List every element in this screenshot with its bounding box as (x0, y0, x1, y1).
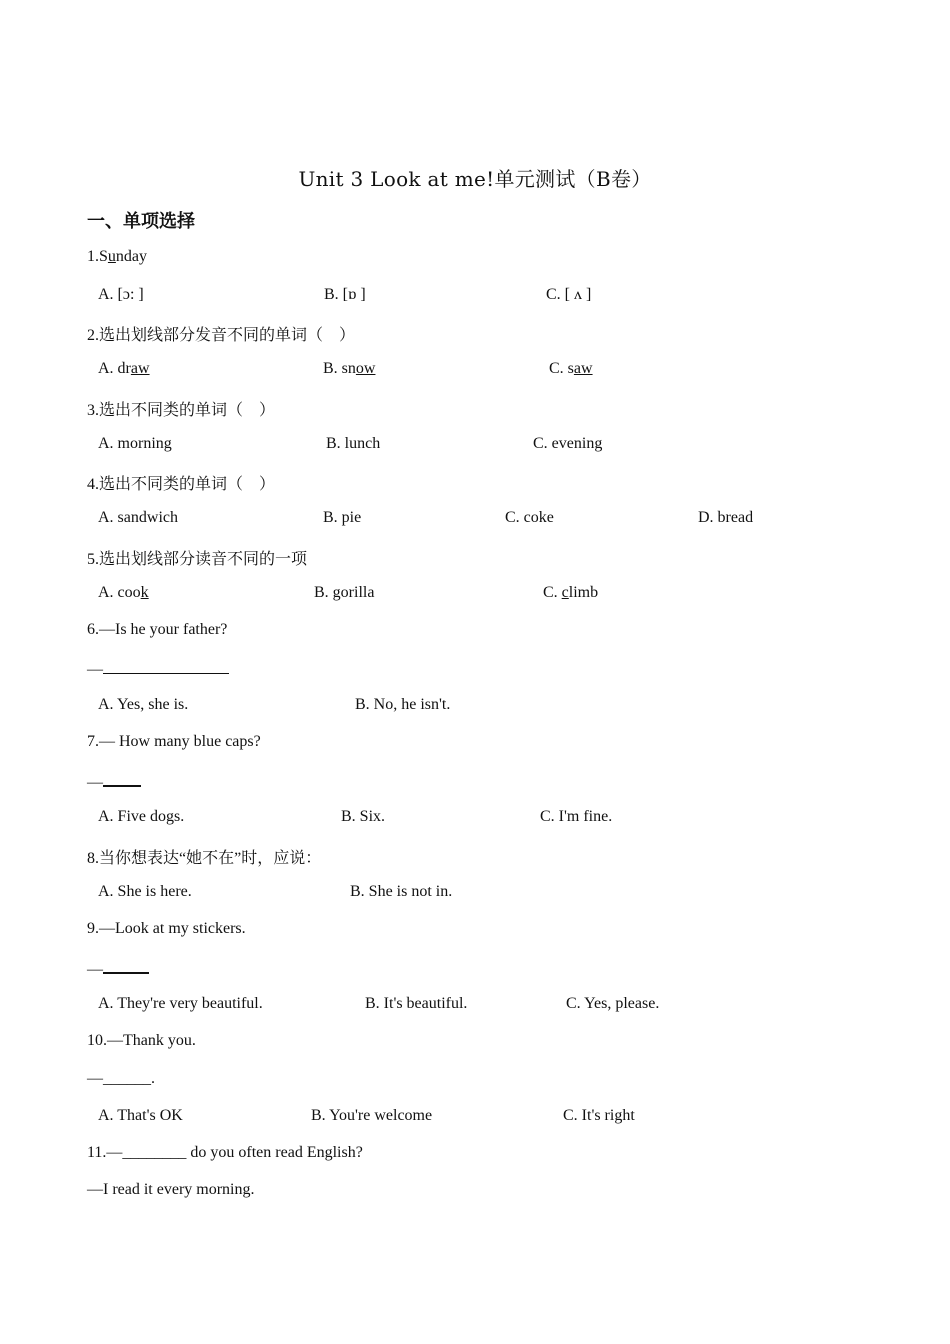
q9-option-a: A. They're very beautiful. (98, 995, 263, 1012)
question-9-stem: 9.—Look at my stickers. (87, 920, 246, 937)
question-6-stem: 6.—Is he your father? (87, 621, 228, 638)
q9-option-b: B. It's beautiful. (365, 995, 468, 1012)
q7-option-a: A. Five dogs. (98, 808, 185, 825)
q2-option-b: B. snow (323, 360, 376, 377)
q10-option-a: A. That's OK (98, 1107, 183, 1124)
q9-answer-line: — (87, 958, 149, 979)
question-3-stem: 3.选出不同类的单词（ ） (87, 402, 276, 419)
q1-option-b: B. [ɒ ] (324, 286, 366, 303)
question-7-stem: 7.— How many blue caps? (87, 733, 261, 750)
q3-option-b: B. lunch (326, 435, 381, 452)
question-8-stem: 8.当你想表达“她不在”时，应说： (87, 850, 322, 867)
q4-option-d: D. bread (698, 509, 754, 526)
q7-option-c: C. I'm fine. (540, 808, 613, 825)
q2-option-a: A. draw (98, 360, 150, 377)
q3-option-a: A. morning (98, 435, 172, 452)
q10-answer-line: —______. (87, 1070, 155, 1087)
q8-option-a: A. She is here. (98, 883, 192, 900)
q1-option-a: A. [ɔ: ] (98, 286, 144, 303)
question-10-stem: 10.—Thank you. (87, 1032, 196, 1049)
q10-option-c: C. It's right (563, 1107, 635, 1124)
question-4-stem: 4.选出不同类的单词（ ） (87, 476, 276, 493)
q4-option-c: C. coke (505, 509, 554, 526)
q7-option-b: B. Six. (341, 808, 386, 825)
q1-option-c: C. [ ʌ ] (546, 286, 592, 303)
question-11-stem: 11.—________ do you often read English? (87, 1144, 363, 1161)
q9-option-c: C. Yes, please. (566, 995, 660, 1012)
q4-option-a: A. sandwich (98, 509, 178, 526)
q6-answer-line: — (87, 659, 229, 679)
question-1-stem: 1.Sunday (87, 248, 148, 265)
q6-option-a: A. Yes, she is. (98, 696, 189, 713)
q5-option-b: B. gorilla (314, 584, 375, 601)
q11-answer-line: —I read it every morning. (87, 1181, 255, 1198)
q6-option-b: B. No, he isn't. (355, 696, 451, 713)
q5-option-c: C. climb (543, 584, 599, 601)
q10-option-b: B. You're welcome (311, 1107, 433, 1124)
section-heading: 一、单项选择 (87, 211, 195, 232)
q5-option-a: A. cook (98, 584, 149, 601)
q8-option-b: B. She is not in. (350, 883, 453, 900)
q4-option-b: B. pie (323, 509, 362, 526)
question-5-stem: 5.选出划线部分读音不同的一项 (87, 551, 308, 568)
q2-option-c: C. saw (549, 360, 593, 377)
q3-option-c: C. evening (533, 435, 603, 452)
page-title: Unit 3 Look at me!单元测试（B卷） (298, 167, 652, 191)
q7-answer-line: — (87, 771, 141, 792)
question-2-stem: 2.选出划线部分发音不同的单词（ ） (87, 327, 356, 344)
